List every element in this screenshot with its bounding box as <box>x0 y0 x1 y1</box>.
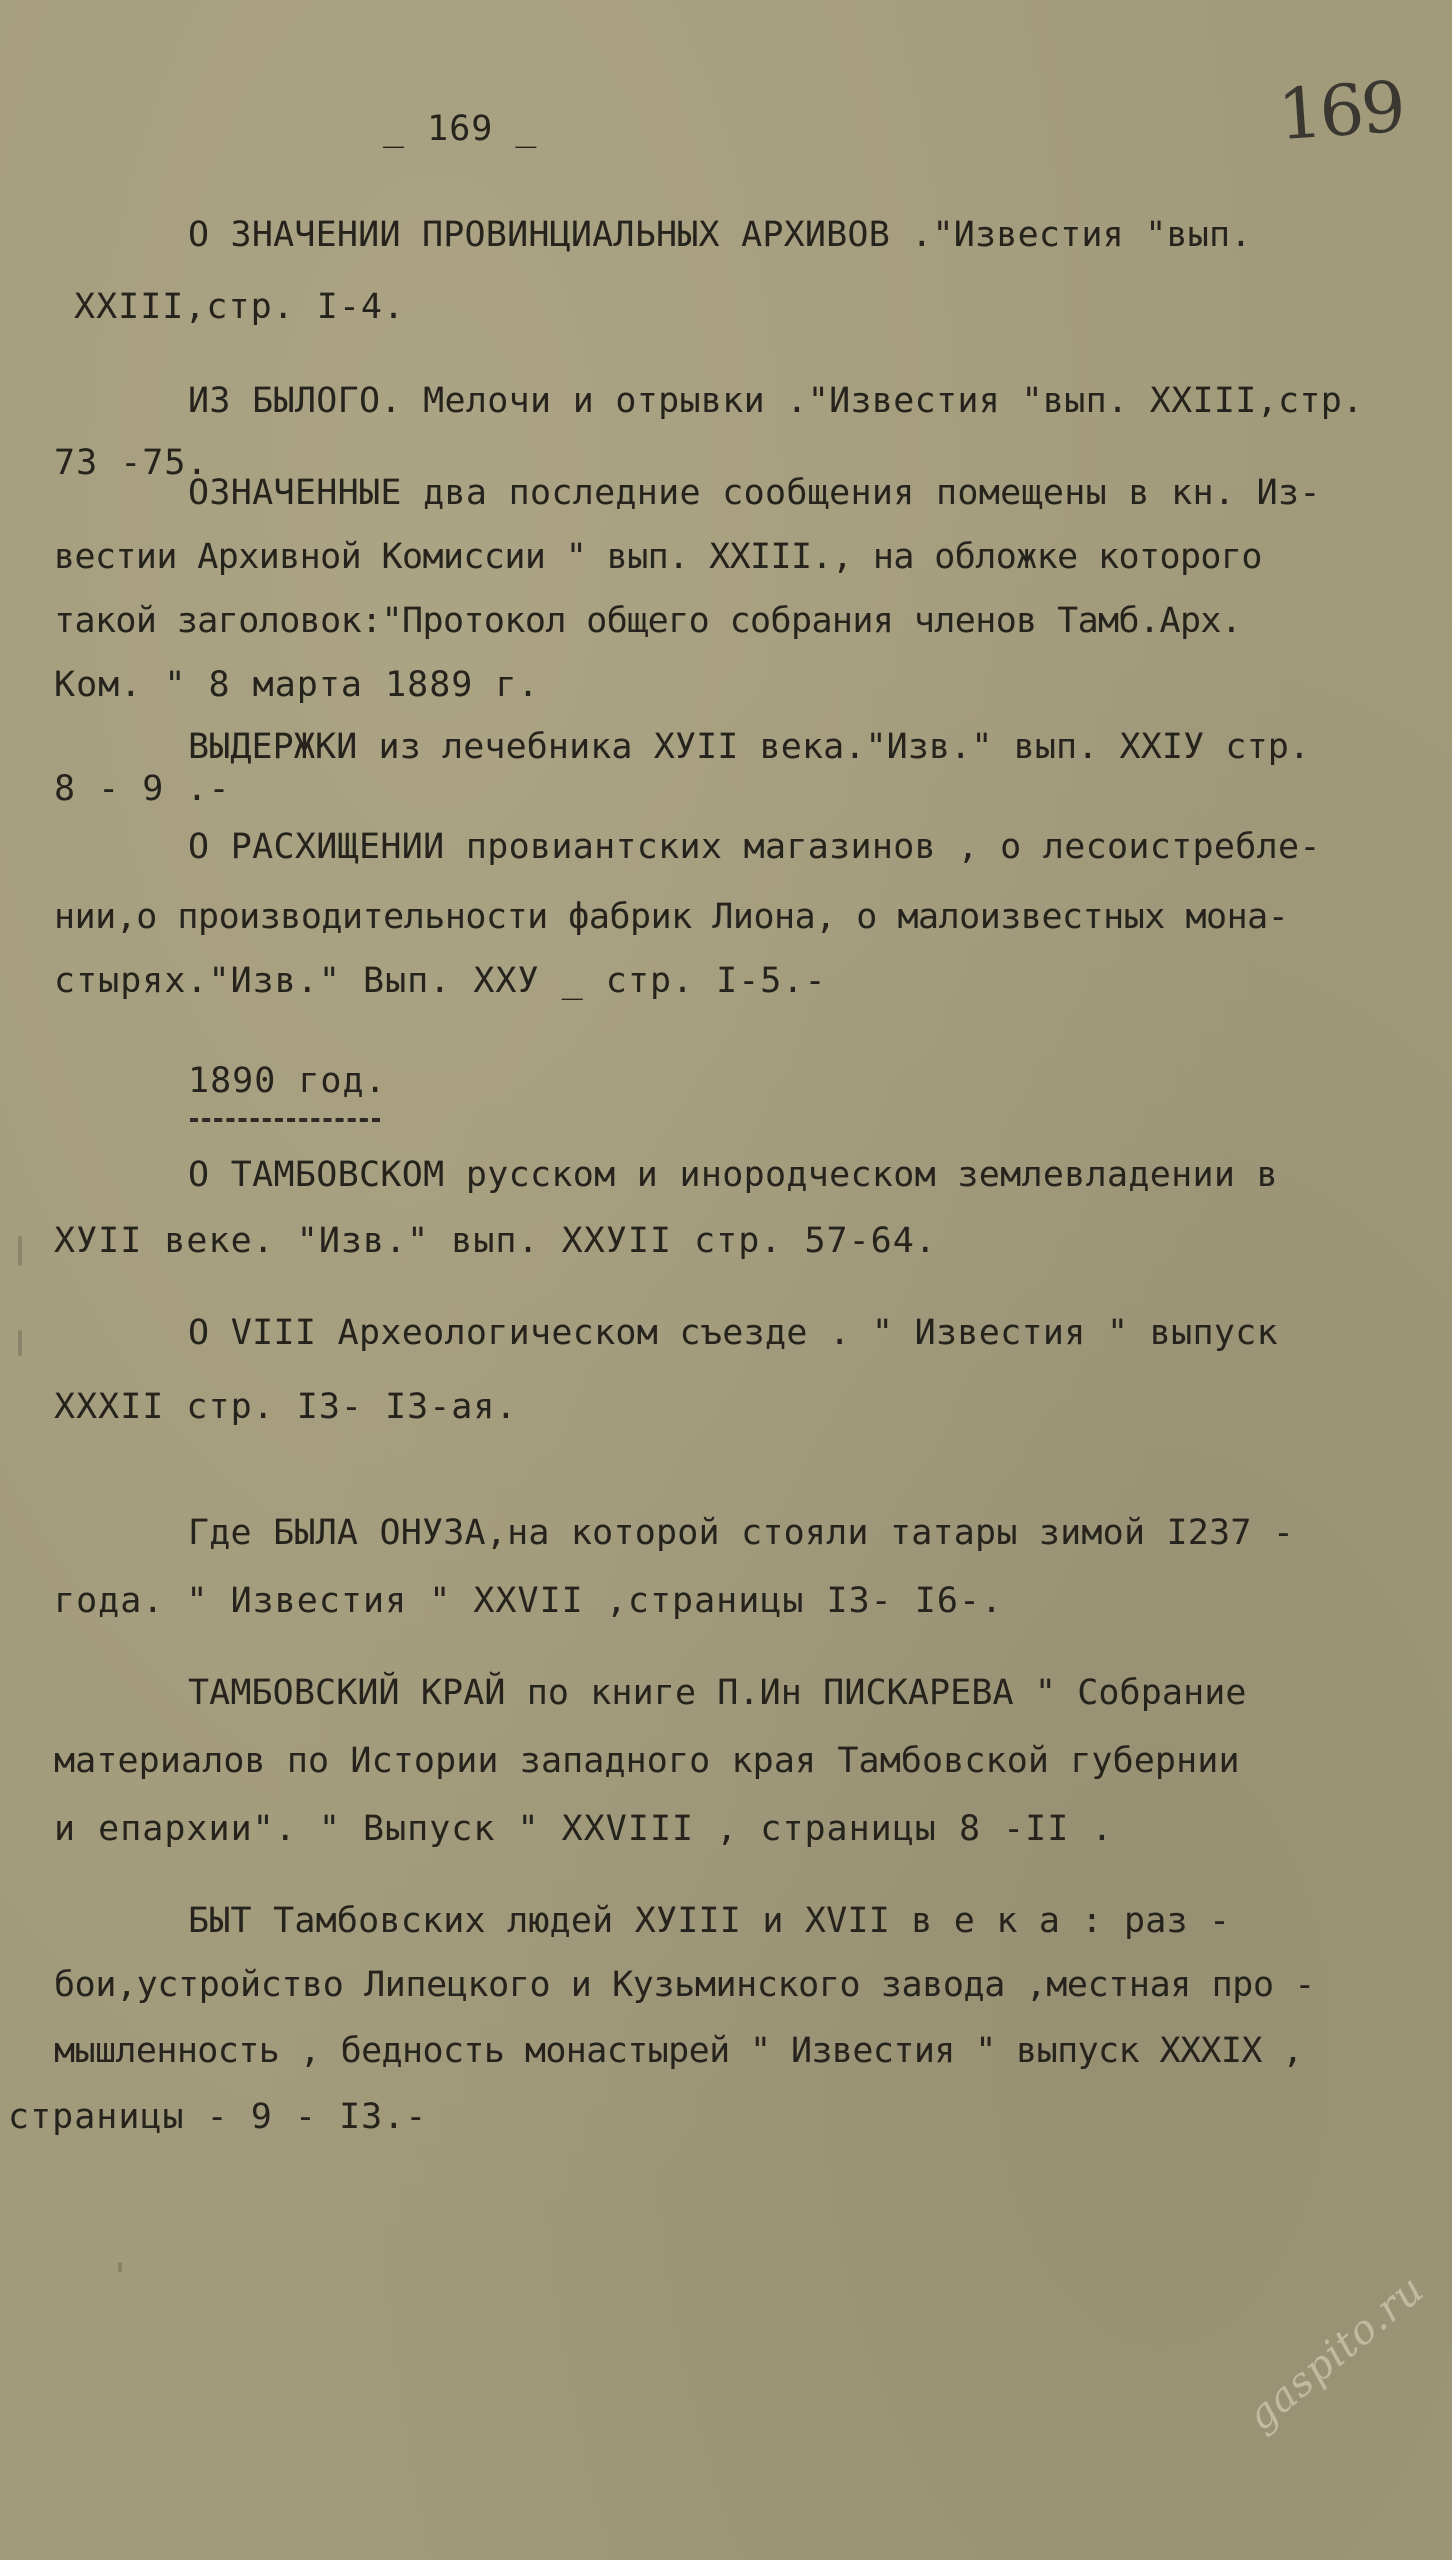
entry-plunder-line-2: нии,о производительности фабрик Лиона, о малоизвестных мона- <box>54 897 1289 937</box>
entry-plunder-line-1: О РАСХИЩЕНИИ провиантских магазинов , о лесоистребле- <box>188 827 1321 867</box>
entry-onuza-line-2: года. " Известия " XXVII ,страницы I3- I6-. <box>54 1581 1004 1621</box>
note-line-3: такой заголовок:"Протокол общего собрания членов Тамб.Арх. <box>54 601 1242 641</box>
ink-mark <box>118 2262 122 2272</box>
entry-past-line-2: 73 -75. <box>54 443 209 483</box>
entry-byt-line-3: мышленность , бедность монастырей " Известия " выпуск XXXIX , <box>54 2031 1303 2071</box>
entry-byt-line-1: БЫТ Тамбовских людей XУIII и XVII в е к а : раз - <box>188 1901 1231 1941</box>
margin-mark <box>18 1236 22 1266</box>
entry-extracts-line-1: ВЫДЕРЖКИ из лечебника XУII века."Изв." вып. XXIУ стр. <box>188 727 1311 767</box>
note-line-2: вестии Архивной Комиссии " вып. XXIII., на обложке которого <box>54 537 1262 577</box>
entry-tambov-krai-line-2: материалов по Истории западного края Тамбовской губернии <box>54 1741 1240 1781</box>
section-year-underline <box>190 1118 380 1122</box>
entry-landowning-line-1: О ТАМБОВСКОМ русском и инородческом землевладении в <box>188 1155 1278 1195</box>
handwritten-folio-number: 169 <box>1275 65 1406 157</box>
entry-byt-line-2: бои,устройство Липецкого и Кузьминского завода ,местная про - <box>54 1965 1315 2005</box>
entry-archives-line-1: О ЗНАЧЕНИИ ПРОВИНЦИАЛЬНЫХ АРХИВОВ ."Известия "вып. <box>188 215 1252 255</box>
entry-extracts-line-2: 8 - 9 .- <box>54 769 231 809</box>
watermark: gaspito.ru <box>1238 2266 1434 2440</box>
section-year-heading: 1890 год. <box>188 1061 387 1101</box>
entry-byt-line-4: страницы - 9 - I3.- <box>8 2097 428 2137</box>
entry-past-line-1: ИЗ БЫЛОГО. Мелочи и отрывки ."Известия "вып. XXIII,стр. <box>188 381 1364 421</box>
note-line-1: ОЗНАЧЕННЫЕ два последние сообщения помещены в кн. Из- <box>188 473 1321 513</box>
entry-congress-line-1: О VIII Археологическом съезде . " Известия " выпуск <box>188 1313 1278 1353</box>
entry-congress-line-2: XXXII стр. I3- I3-ая. <box>54 1387 518 1427</box>
entry-tambov-krai-line-1: ТАМБОВСКИЙ КРАЙ по книге П.Ин ПИСКАРЕВА " Собрание <box>188 1673 1247 1713</box>
margin-mark <box>18 1330 22 1356</box>
page-number: _ 169 _ <box>383 109 538 149</box>
note-line-4: Ком. " 8 марта 1889 г. <box>54 665 540 705</box>
entry-landowning-line-2: XУII веке. "Изв." вып. XXУII стр. 57-64. <box>54 1221 937 1261</box>
entry-tambov-krai-line-3: и епархии". " Выпуск " XXVIII , страницы 8 -II . <box>54 1809 1114 1849</box>
entry-plunder-line-3: стырях."Изв." Вып. XXУ _ стр. I-5.- <box>54 961 827 1001</box>
entry-archives-line-2: XXIII,стр. I-4. <box>74 287 406 327</box>
entry-onuza-line-1: Где БЫЛА ОНУЗА,на которой стояли татары зимой I237 - <box>188 1513 1295 1553</box>
